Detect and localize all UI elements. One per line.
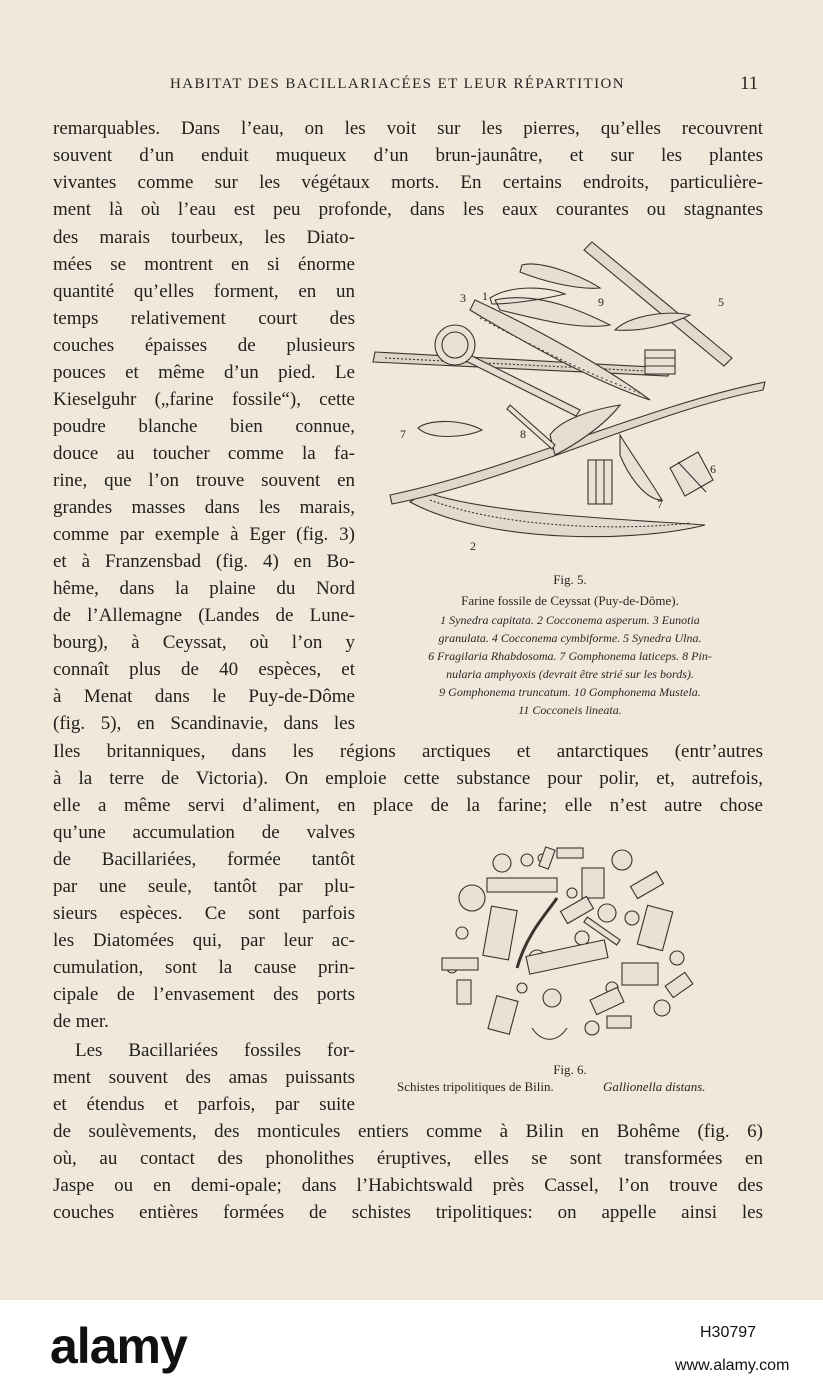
fig6-label: Fig. 6. [553,1062,587,1077]
footer-bar [0,1300,823,1390]
text-line: couches entières formées de schistes tripolitiques: on appelle ainsi les [53,1202,763,1223]
fig6-caption-right: Gallionella distans. [603,1079,706,1094]
text-line: cipale de l’envasement des ports [53,984,355,1005]
fig5-title: Farine fossile de Ceyssat (Puy-de-Dôme). [461,593,679,608]
text-line: pouces et même d’un pied. Le [53,362,355,383]
text-line: comme par exemple à Eger (fig. 3) [53,524,355,545]
running-title: HABITAT DES BACILLARIACÉES ET LEUR RÉPARTITION [170,76,625,92]
fig5-legend-line: 1 Synedra capitata. 2 Cocconema asperum. 3 Eunotia [440,613,700,627]
text-line: à la terre de Victoria). On emploie cette substance pour polir, et, autrefois, [53,768,763,789]
text-line: hême, dans la plaine du Nord [53,578,355,599]
text-line: bourg), à Ceyssat, où l’on y [53,632,355,653]
text-line: Jaspe ou en demi-opale; dans l’Habichtswald près Cassel, l’on trouve des [53,1175,763,1196]
text-line: de soulèvements, des monticules entiers comme à Bilin en Bohême (fig. 6) [53,1121,763,1142]
text-line: ment là où l’eau est peu profonde, dans les eaux courantes ou stagnantes [53,199,763,220]
fig5-legend-line: 9 Gomphonema truncatum. 10 Gomphonema Mustela. [439,685,701,699]
text-line: temps relativement court des [53,308,355,329]
text-line: de mer. [53,1011,109,1032]
fig6-diatom-illustration [432,838,702,1053]
text-line: cumulation, sont la cause prin- [53,957,355,978]
fig5-legend-line: granulata. 4 Cocconema cymbiforme. 5 Synedra Ulna. [438,631,702,645]
text-line: grandes masses dans les marais, [53,497,355,518]
page-number: 11 [740,73,759,94]
text-line: mées se montrent en si énorme [53,254,355,275]
fig5-diatom-illustration [370,230,770,560]
text-line: et étendus et parfois, par suite [53,1094,355,1115]
text-line: de Bacillariées, formée tantôt [53,849,355,870]
text-line: les Diatomées qui, par leur ac- [53,930,355,951]
text-line: ment souvent des amas puissants [53,1067,355,1088]
text-line: poudre blanche bien connue, [53,416,355,437]
image-id: H30797 [700,1324,757,1341]
text-line: connaît plus de 40 espèces, et [53,659,355,680]
text-line: Iles britanniques, dans les régions arctiques et antarctiques (entr’autres [53,741,763,762]
fig5-label: Fig. 5. [553,572,587,587]
fig5-label-3: 3 [460,291,466,305]
text-line: de l’Allemagne (Landes de Lune- [53,605,355,626]
text-line: à Menat dans le Puy-de-Dôme [53,686,355,707]
text-line: sieurs espèces. Ce sont parfois [53,903,355,924]
text-line: et à Franzensbad (fig. 4) en Bo- [53,551,355,572]
site-url: www.alamy.com [675,1357,790,1374]
fig5-label-7b: 7 [657,497,663,511]
text-line: rine, que l’on trouve souvent en [53,470,355,491]
text-line: par une seule, tantôt par plu- [53,876,355,897]
text-line: Les Bacillariées fossiles for- [75,1040,355,1061]
fig5-label-2: 2 [470,539,476,553]
text-line: où, au contact des phonolithes éruptives, elles se sont transformées en [53,1148,763,1169]
fig5-label-6: 6 [710,462,716,476]
text-line: remarquables. Dans l’eau, on les voit sur les pierres, qu’elles recouvrent [53,118,763,139]
text-line: des marais tourbeux, les Diato- [53,227,355,248]
running-header [0,73,823,96]
text-line: quantité qu’elles forment, en un [53,281,355,302]
fig5-label-7a: 7 [400,427,406,441]
text-line: douce au toucher comme la fa- [53,443,355,464]
fig5-label-9: 9 [598,295,604,309]
fig5-legend-line: nularia amphyoxis (devrait être strié sur les bords). [446,667,694,681]
fig5-label-8: 8 [520,427,526,441]
text-line: souvent d’un enduit muqueux d’un brun-jaunâtre, et sur les plantes [53,145,763,166]
brand-logo: alamy [50,1318,187,1374]
fig5-label-1: 1 [482,289,488,303]
fig6-caption-left: Schistes tripolitiques de Bilin. [397,1079,554,1094]
text-line: elle a même servi d’aliment, en place de la farine; elle n’est autre chose [53,795,763,816]
text-line: vivantes comme sur les végétaux morts. En certains endroits, particulière- [53,172,763,193]
fig5-label-5: 5 [718,295,724,309]
fig5-legend-line: 11 Cocconeis lineata. [518,703,622,717]
text-line: couches épaisses de plusieurs [53,335,355,356]
text-line: Kieselguhr („farine fossile“), cette [53,389,355,410]
text-line: qu’une accumulation de valves [53,822,355,843]
text-line: (fig. 5), en Scandinavie, dans les [53,713,355,734]
fig5-legend-line: 6 Fragilaria Rhabdosoma. 7 Gomphonema laticeps. 8 Pin- [428,649,712,663]
